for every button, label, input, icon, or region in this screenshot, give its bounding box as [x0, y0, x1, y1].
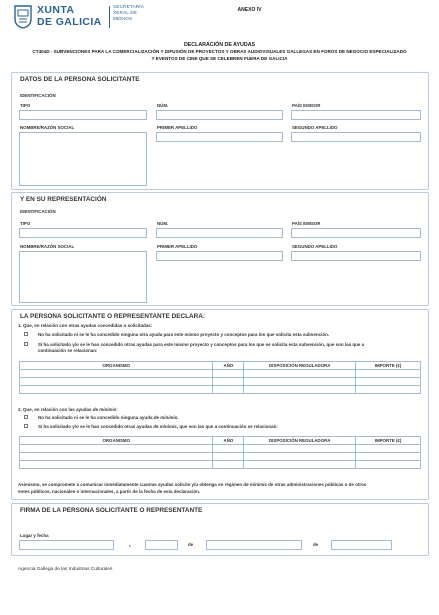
q2-col-year: AÑO: [213, 437, 244, 445]
table-row: [20, 386, 421, 394]
q2-option1-checkbox[interactable]: [24, 415, 28, 419]
question-1: [18, 323, 152, 328]
document-title: DECLARACIÓN DE AYUDAS: [183, 42, 256, 48]
de-label-2: de: [313, 542, 319, 547]
table-cell[interactable]: [20, 453, 213, 461]
table-cell[interactable]: [213, 461, 244, 469]
table-row: [20, 378, 421, 386]
table-cell[interactable]: [213, 453, 244, 461]
q2-col-regulation: DISPOSICIÓN REGULADORA: [244, 437, 356, 445]
declaration-section: [11, 309, 429, 500]
applicant-type-field[interactable]: [19, 110, 147, 120]
de-label-1: de: [188, 542, 194, 547]
table-cell[interactable]: [244, 461, 356, 469]
applicant-number-label: NÚM.: [157, 103, 169, 108]
q2-option1-text: [38, 415, 179, 420]
table-cell[interactable]: [213, 378, 244, 386]
table-cell[interactable]: [244, 378, 356, 386]
q2-aid-table: [19, 436, 421, 469]
signature-section: [11, 503, 429, 556]
representative-surname2-label: SEGUNDO APELLIDO: [292, 244, 338, 249]
commitment-em: de minimis: [243, 482, 267, 487]
q1-option1-checkbox[interactable]: [24, 332, 28, 336]
representative-country-label: PAÍS EMISOR: [292, 221, 321, 226]
table-cell[interactable]: [20, 461, 213, 469]
applicant-country-label: PAÍS EMISOR: [292, 103, 321, 108]
applicant-surname1-label: PRIMER APELLIDO: [157, 125, 198, 130]
table-row: [20, 370, 421, 378]
commitment-line1: [18, 482, 366, 487]
q2-option2-suffix: , que son las que a continuación se relacionan:: [176, 424, 278, 429]
table-cell[interactable]: [356, 453, 421, 461]
table-cell[interactable]: [213, 370, 244, 378]
commitment-suffix: de otras administraciones públicas o de otros: [266, 482, 367, 487]
table-cell[interactable]: [244, 386, 356, 394]
q2-option1-prefix: No ha solicitado ni se le ha concedido ninguna ayuda: [38, 415, 154, 420]
place-date-label: Lugar y fecha: [20, 533, 49, 538]
q1-col-year: AÑO: [213, 362, 244, 370]
commitment-prefix: Asimismo, se compromete a comunicar inmediatamente cuantas ayudas solicite y/u obtenga en régimen: [18, 482, 244, 487]
representative-surname2-field[interactable]: [291, 251, 421, 261]
representative-surname1-field[interactable]: [156, 251, 283, 261]
q1-option2-text-line2: continuación se relacionan:: [38, 348, 98, 353]
logo-text-galicia: DE GALICIA: [37, 16, 102, 28]
representative-name-label: NOMBRE/RAZÓN SOCIAL: [20, 244, 75, 249]
representative-country-field[interactable]: [291, 228, 421, 238]
year-field[interactable]: [331, 540, 392, 550]
table-cell[interactable]: [20, 378, 213, 386]
q2-option2-checkbox[interactable]: [24, 424, 28, 428]
table-cell[interactable]: [356, 378, 421, 386]
q2-option1-em: de minimis: [153, 415, 178, 420]
table-cell[interactable]: [356, 461, 421, 469]
commitment-line2: entes públicos, nacionales o internacionales, a partir de la fecha de esta declaración.: [18, 489, 201, 494]
footer-agency: Agencia Gallega de las Industrias Culturales: [18, 567, 113, 572]
representative-number-label: NÚM.: [157, 221, 169, 226]
applicant-name-field[interactable]: [19, 132, 147, 186]
applicant-type-label: TIPO: [20, 103, 31, 108]
table-cell[interactable]: [213, 386, 244, 394]
q1-col-organismo: ORGANISMO: [20, 362, 213, 370]
table-cell[interactable]: [244, 445, 356, 453]
representative-name-field[interactable]: [19, 251, 147, 303]
representative-number-field[interactable]: [156, 228, 283, 238]
declaration-section-title: LA PERSONA SOLICITANTE O REPRESENTANTE DECLARA:: [20, 313, 205, 320]
applicant-surname2-label: SEGUNDO APELLIDO: [292, 125, 338, 130]
table-cell[interactable]: [356, 445, 421, 453]
q1-option2-text-line1: Sí ha solicitado y/o se le han concedido otras ayudas para este mismo proyecto y conceptos para los que se solicita esta subvención, que son las que a: [38, 342, 365, 347]
logo-sec-line3: MEDIOS: [113, 16, 133, 22]
logo-sec-line1: SECRETARÍA: [113, 4, 145, 9]
applicant-surname2-field[interactable]: [291, 132, 421, 142]
annex-label: ANEXO IV: [237, 7, 262, 13]
logo-sec-line2: XERAL DE: [113, 10, 138, 16]
q2-option2-text: [38, 424, 278, 429]
representative-surname1-label: PRIMER APELLIDO: [157, 244, 198, 249]
table-row: [20, 453, 421, 461]
table-cell[interactable]: [356, 386, 421, 394]
q1-aid-table: [19, 361, 421, 394]
document-subtitle-line1: CT404D - SUBVENCIONES PARA LA COMERCIALIZACIÓN Y DIFUSIÓN DE PROYECTOS Y OBRAS AUDIOVISUALES GALLEGAS EN FOROS DE NEGOCIO ESPECIALIZADO: [32, 49, 407, 54]
table-row: [20, 445, 421, 453]
table-cell[interactable]: [213, 445, 244, 453]
question-1-text: 1. Que, en relación con otras ayudas concedidas o solicitadas:: [18, 323, 153, 328]
representative-type-label: TIPO: [20, 221, 31, 226]
table-cell[interactable]: [20, 445, 213, 453]
signature-section-title: FIRMA DE LA PERSONA SOLICITANTE O REPRESENTANTE: [20, 507, 203, 514]
applicant-section: [11, 72, 429, 190]
table-cell[interactable]: [244, 453, 356, 461]
document-subtitle-line2: Y EVENTOS DE CINE QUE SE CELEBREN FUERA DE GALICIA: [151, 56, 288, 61]
day-field[interactable]: [145, 540, 178, 550]
month-field[interactable]: [206, 540, 302, 550]
q1-col-amount: IMPORTE (€): [356, 362, 421, 370]
q1-option1-text: No ha solicitado ni se le ha concedido ninguna otra ayuda para este mismo proyecto y conceptos para los que solicita esta subvención.: [38, 332, 330, 337]
applicant-surname1-field[interactable]: [156, 132, 283, 142]
q2-option2-prefix: Sí ha solicitado y/o se le han concedido otras ayudas: [38, 424, 154, 429]
representative-section-title: Y EN SU REPRESENTACIÓN: [20, 196, 107, 203]
table-cell[interactable]: [20, 386, 213, 394]
comma-label: ,: [129, 542, 131, 548]
applicant-identification-label: IDENTIFICACIÓN: [20, 93, 56, 98]
question-2-suffix: :: [116, 407, 118, 412]
q1-col-regulation: DISPOSICIÓN REGULADORA: [244, 362, 356, 370]
q2-option1-suffix: .: [177, 415, 179, 420]
table-row: [20, 461, 421, 469]
representative-type-field[interactable]: [19, 228, 147, 238]
q2-col-amount: IMPORTE (€): [356, 437, 421, 445]
question-2: [18, 407, 118, 412]
representative-section: [11, 192, 429, 306]
q2-col-organismo: ORGANISMO: [20, 437, 213, 445]
table-cell[interactable]: [20, 370, 213, 378]
representative-identification-label: IDENTIFICACIÓN: [20, 209, 56, 214]
logo-text-xunta: XUNTA: [37, 4, 75, 16]
question-2-prefix: 2. Que, en relación con las ayudas: [18, 407, 93, 412]
applicant-name-label: NOMBRE/RAZÓN SOCIAL: [20, 125, 75, 130]
applicant-number-field[interactable]: [156, 110, 283, 120]
q1-option2-checkbox[interactable]: [24, 342, 28, 346]
table-cell[interactable]: [356, 370, 421, 378]
question-2-em: de minimis: [92, 407, 117, 412]
table-cell[interactable]: [244, 370, 356, 378]
q2-option2-em: de minimis: [153, 424, 177, 429]
applicant-country-field[interactable]: [291, 110, 421, 120]
place-field[interactable]: [19, 540, 114, 550]
applicant-section-title: DATOS DE LA PERSONA SOLICITANTE: [20, 76, 140, 83]
